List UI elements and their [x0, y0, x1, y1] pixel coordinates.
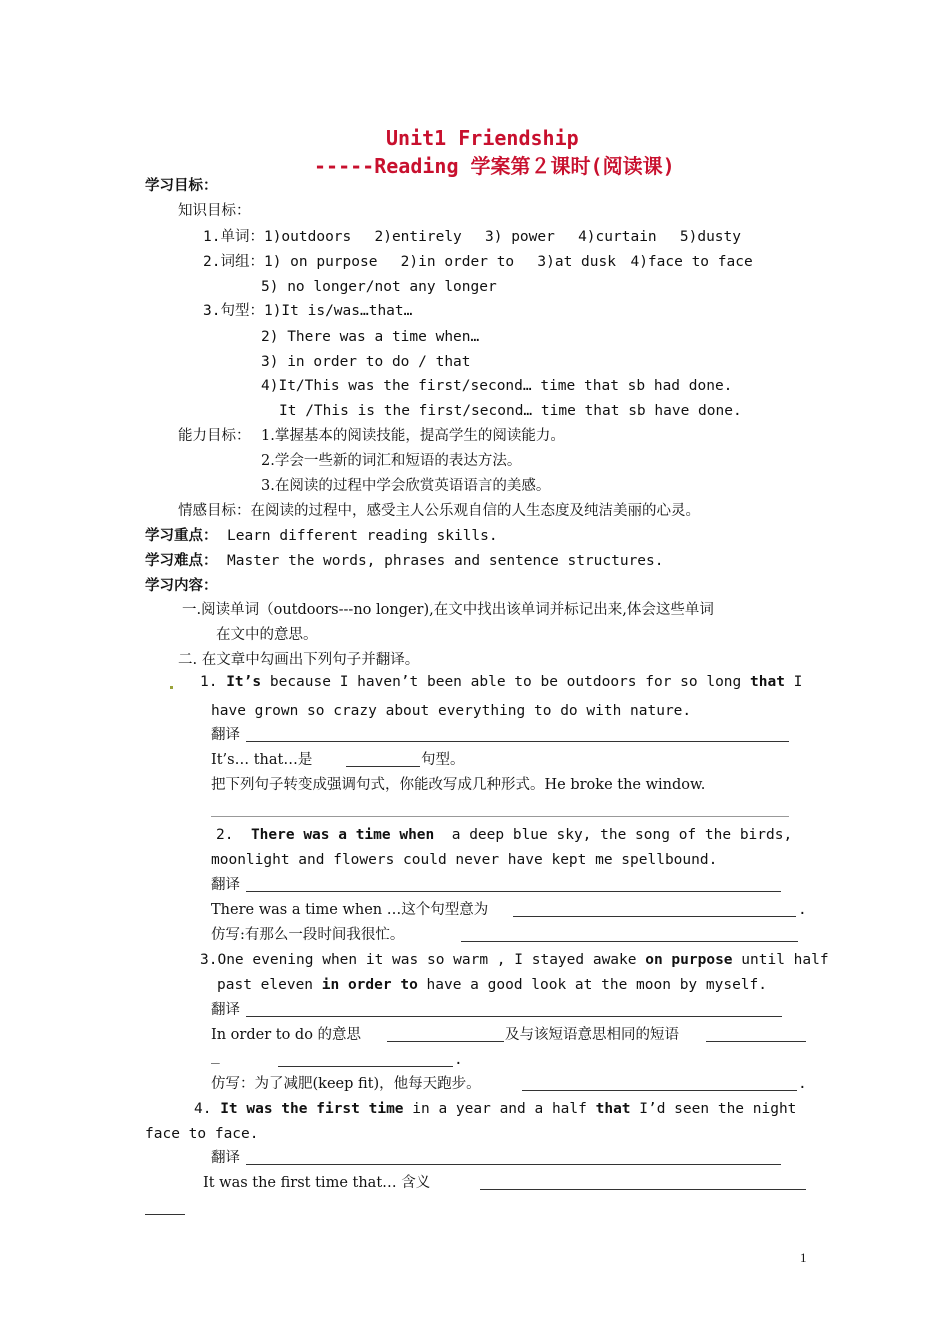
phrases-line: 2.词组：1) on purpose 2)in order to 3)at dusk 4)face to face: [203, 254, 753, 270]
sentence-2: [216, 826, 792, 844]
s3-meaning-blank-3[interactable]: [278, 1053, 453, 1067]
s2-meaning: There was a time when …这个句型意为: [211, 902, 489, 918]
words-line: 1.单词：1)outdoors 2)entirely 3) power 4)curtain 5)dusty: [203, 229, 741, 245]
sentence-4: [194, 1100, 796, 1118]
s3-c: past eleven: [217, 977, 314, 993]
key-points-text: Learn different reading skills.: [227, 528, 498, 544]
s1-rewrite: 把下列句子转变成强调句式，你能改写成几种形式。He broke the window.: [211, 777, 706, 793]
s2-imitate-blank[interactable]: [461, 928, 798, 942]
ability-1: 1.掌握基本的阅读技能，提高学生的阅读能力。: [261, 428, 565, 444]
patterns-line: 3.句型：1)It is/was…that…: [203, 303, 413, 319]
s3-meaning-b: 及与该短语意思相同的短语: [505, 1027, 679, 1043]
s3-imitate-period: .: [798, 1076, 807, 1092]
s1-pattern-b: 句型。: [421, 752, 465, 768]
s3-imitate-blank[interactable]: [522, 1077, 797, 1091]
s4-translate-label: 翻译: [211, 1150, 240, 1166]
marker-dot: [170, 686, 173, 689]
s4-num: 4.: [194, 1101, 212, 1117]
s2-rest: a deep blue sky, the song of the birds,: [451, 827, 793, 843]
s2-imitate: 仿写:有那么一段时间我很忙。: [211, 927, 405, 943]
pattern-3: 3) in order to do / that: [261, 354, 471, 370]
s4-bold-first-time: It was the first time: [220, 1101, 404, 1117]
s4-translate-blank[interactable]: [246, 1151, 781, 1165]
ability-2: 2.学会一些新的词汇和短语的表达方法。: [261, 453, 522, 469]
s3-bold-on-purpose: on purpose: [645, 952, 733, 968]
s1-translate-label: 翻译: [211, 727, 240, 743]
s3-meaning-blank-1[interactable]: [387, 1028, 504, 1042]
sentence-3: [200, 951, 829, 969]
s1-line2: have grown so crazy about everything to do with nature.: [211, 703, 692, 719]
s2-meaning-blank[interactable]: [513, 903, 796, 917]
s3-b: until half: [741, 952, 829, 968]
s4-meaning-blank[interactable]: [480, 1176, 806, 1190]
s4-b: I’d seen the night: [639, 1101, 797, 1117]
s3-line2: [217, 976, 767, 994]
s3-d: have a good look at the moon by myself.: [426, 977, 767, 993]
task-2: 二. 在文章中勾画出下列句子并翻译。: [178, 652, 420, 668]
s2-bold: There was a time when: [250, 827, 435, 843]
ability-3: 3.在阅读的过程中学会欣赏英语语言的美感。: [261, 478, 551, 494]
s4-line2: face to face.: [145, 1126, 259, 1142]
objectives-heading: 学习目标：: [145, 177, 218, 194]
phrases-cont: 5) no longer/not any longer: [261, 279, 497, 295]
s3-translate-label: 翻译: [211, 1002, 240, 1018]
pattern-4a: 4)It/This was the first/second… time that sb had done.: [261, 378, 733, 394]
key-points-label: 学习重点：: [145, 527, 218, 544]
s4-meaning: It was the first time that… 含义: [203, 1175, 431, 1191]
s3-period: .: [454, 1052, 463, 1068]
content-label: 学习内容：: [145, 577, 218, 594]
s2-meaning-period: .: [798, 902, 807, 918]
s2-translate-blank[interactable]: [246, 878, 781, 892]
page-title: Unit1 Friendship: [386, 126, 579, 150]
s3-imitate: 仿写：为了减肥(keep fit)，他每天跑步。: [211, 1076, 481, 1092]
s2-line2: moonlight and flowers could never have kept me spellbound.: [211, 852, 718, 868]
s3-cont: _: [211, 1048, 220, 1064]
pattern-4b: It /This is the first/second… time that sb have done.: [279, 403, 742, 419]
s1-rewrite-blank[interactable]: [211, 816, 789, 817]
s4-meaning-blank-cont[interactable]: [145, 1201, 185, 1215]
s3-meaning-blank-2[interactable]: [706, 1028, 806, 1042]
s3-bold-in-order-to: in order to: [321, 977, 418, 993]
knowledge-label: 知识目标：: [178, 203, 251, 219]
s1-end: I: [793, 674, 803, 690]
pattern-2: 2) There was a time when…: [261, 329, 480, 345]
s1-pattern-blank[interactable]: [346, 753, 420, 767]
ability-label: 能力目标：: [178, 428, 251, 444]
s3-a: 3.One evening when it was so warm , I stayed awake: [200, 952, 637, 968]
s1-bold-its: It’s: [226, 674, 262, 690]
difficult-points-label: 学习难点：: [145, 552, 218, 569]
s3-translate-blank[interactable]: [246, 1003, 782, 1017]
s1-mid: because I haven’t been able to be outdoors for so long: [269, 674, 742, 690]
s1-translate-blank[interactable]: [246, 728, 789, 742]
emotion-line: 情感目标：在阅读的过程中，感受主人公乐观自信的人生态度及纯洁美丽的心灵。: [178, 503, 700, 519]
s1-bold-that: that: [750, 674, 785, 690]
s1-num: 1.: [200, 674, 218, 690]
s4-a: in a year and a half: [412, 1101, 587, 1117]
s2-translate-label: 翻译: [211, 877, 240, 893]
page-subtitle: -----Reading 学案第２课时(阅读课): [314, 154, 675, 178]
s3-meaning-a: In order to do 的意思: [211, 1027, 362, 1043]
s1-pattern-a: It’s… that…是: [211, 752, 313, 768]
task-1: 一.阅读单词（outdoors---no longer),在文中找出该单词并标记出来,体会这些单词: [182, 602, 714, 618]
s2-num: 2.: [216, 827, 234, 843]
sentence-1: [200, 673, 802, 691]
task-1-cont: 在文中的意思。: [216, 627, 318, 643]
s4-bold-that: that: [595, 1101, 631, 1117]
difficult-points-text: Master the words, phrases and sentence structures.: [227, 553, 664, 569]
page-number: 1: [800, 1250, 807, 1265]
